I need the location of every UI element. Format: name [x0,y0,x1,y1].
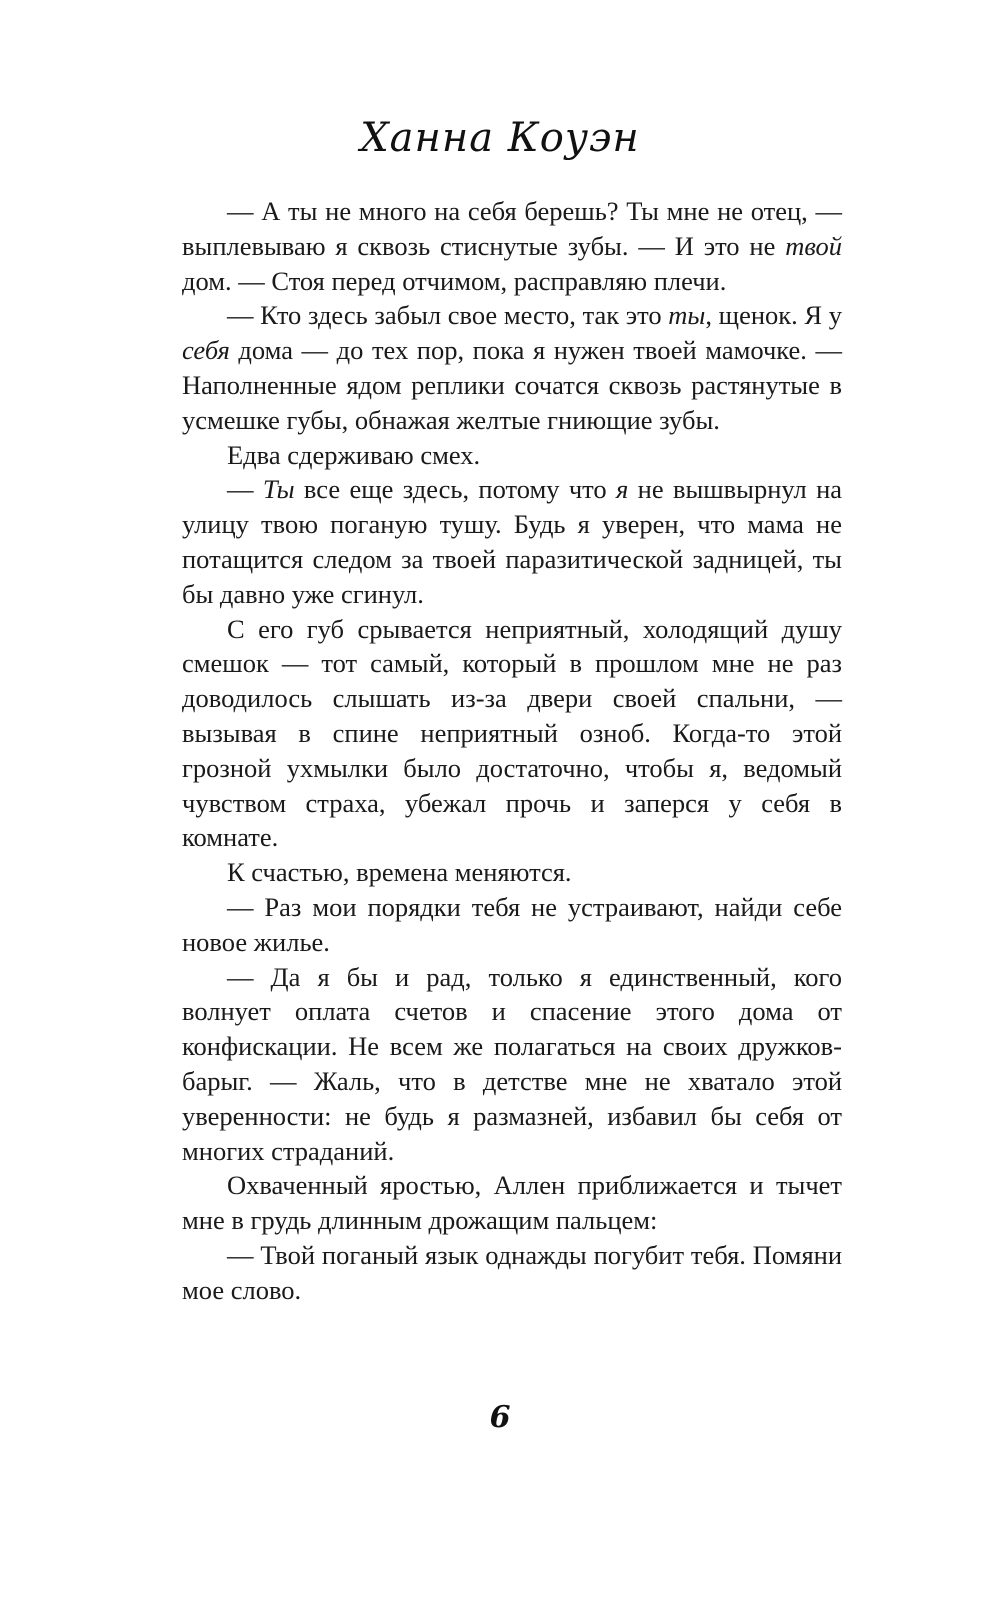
paragraph [182,438,842,473]
body-text [182,194,842,1308]
paragraph [182,298,842,437]
paragraph [182,1168,842,1238]
text-run: С его губ срывается неприятный, холодящий душу смешок — тот самый, который в прошлом мне не раз доводилось слышать из-за двери своей спальни, — вызывая в спине неприятный озноб. Когда-то этой грозной ухмылки было достаточно, чтобы я, ведомый чувством страха, убежал прочь и заперся у себя в комнате. [182,613,842,853]
text-run: дома — до тех пор, пока я нужен твоей мамочке. — Наполненные ядом реплики сочатся сквозь растянутые в усмешке губы, обнажая желтые гниющие зубы. [182,335,842,435]
italic-text: Ты [262,474,295,505]
text-run: Охваченный яростью, Аллен приближается и тычет мне в грудь длинным дрожащим пальцем: [182,1170,842,1236]
text-run: — Кто здесь забыл свое место, так это [227,300,669,331]
italic-text: себя [182,335,230,366]
paragraph [182,855,842,890]
text-run: — Да я бы и рад, только я единственный, кого волнует оплата счетов и спасение этого дома от конфискации. Не всем же полагаться на своих дружков-барыг. — Жаль, что в детстве мне не хватало этой уверенности: не будь я размазней, избавил бы себя от многих страданий. [182,961,842,1166]
text-run: — А ты не много на себя берешь? Ты мне не отец, — выплевываю я сквозь стиснутые зубы. — И это не [182,196,842,261]
paragraph [182,194,842,298]
text-run: К счастью, времена меняются. [227,857,572,888]
paragraph [182,472,842,611]
text-run: Едва сдерживаю смех. [227,439,481,470]
text-run: дом. — Стоя перед отчимом, расправляю плечи. [182,265,727,296]
text-run: все еще здесь, потому что [294,474,616,505]
paragraph [182,890,842,960]
text-run: не вышвырнул на улицу твою поганую тушу. Будь я уверен, что мама не потащится следом за твоей паразитической задницей, ты бы давно уже сгинул. [182,474,843,609]
paragraph [182,960,842,1169]
text-run: — [227,474,263,505]
running-head-author: Ханна Коуэн [360,115,640,161]
text-run: — Раз мои порядки тебя не устраивают, найди себе новое жилье. [182,891,842,957]
text-run: , щенок. Я у [705,300,842,331]
paragraph [182,1238,842,1308]
italic-text: твой [785,230,842,261]
paragraph [182,612,842,856]
italic-text: ты [668,300,706,331]
text-run: — Твой поганый язык однажды погубит тебя. Помяни мое слово. [182,1239,842,1305]
page-number: 6 [489,1400,511,1435]
italic-text: я [616,474,629,505]
